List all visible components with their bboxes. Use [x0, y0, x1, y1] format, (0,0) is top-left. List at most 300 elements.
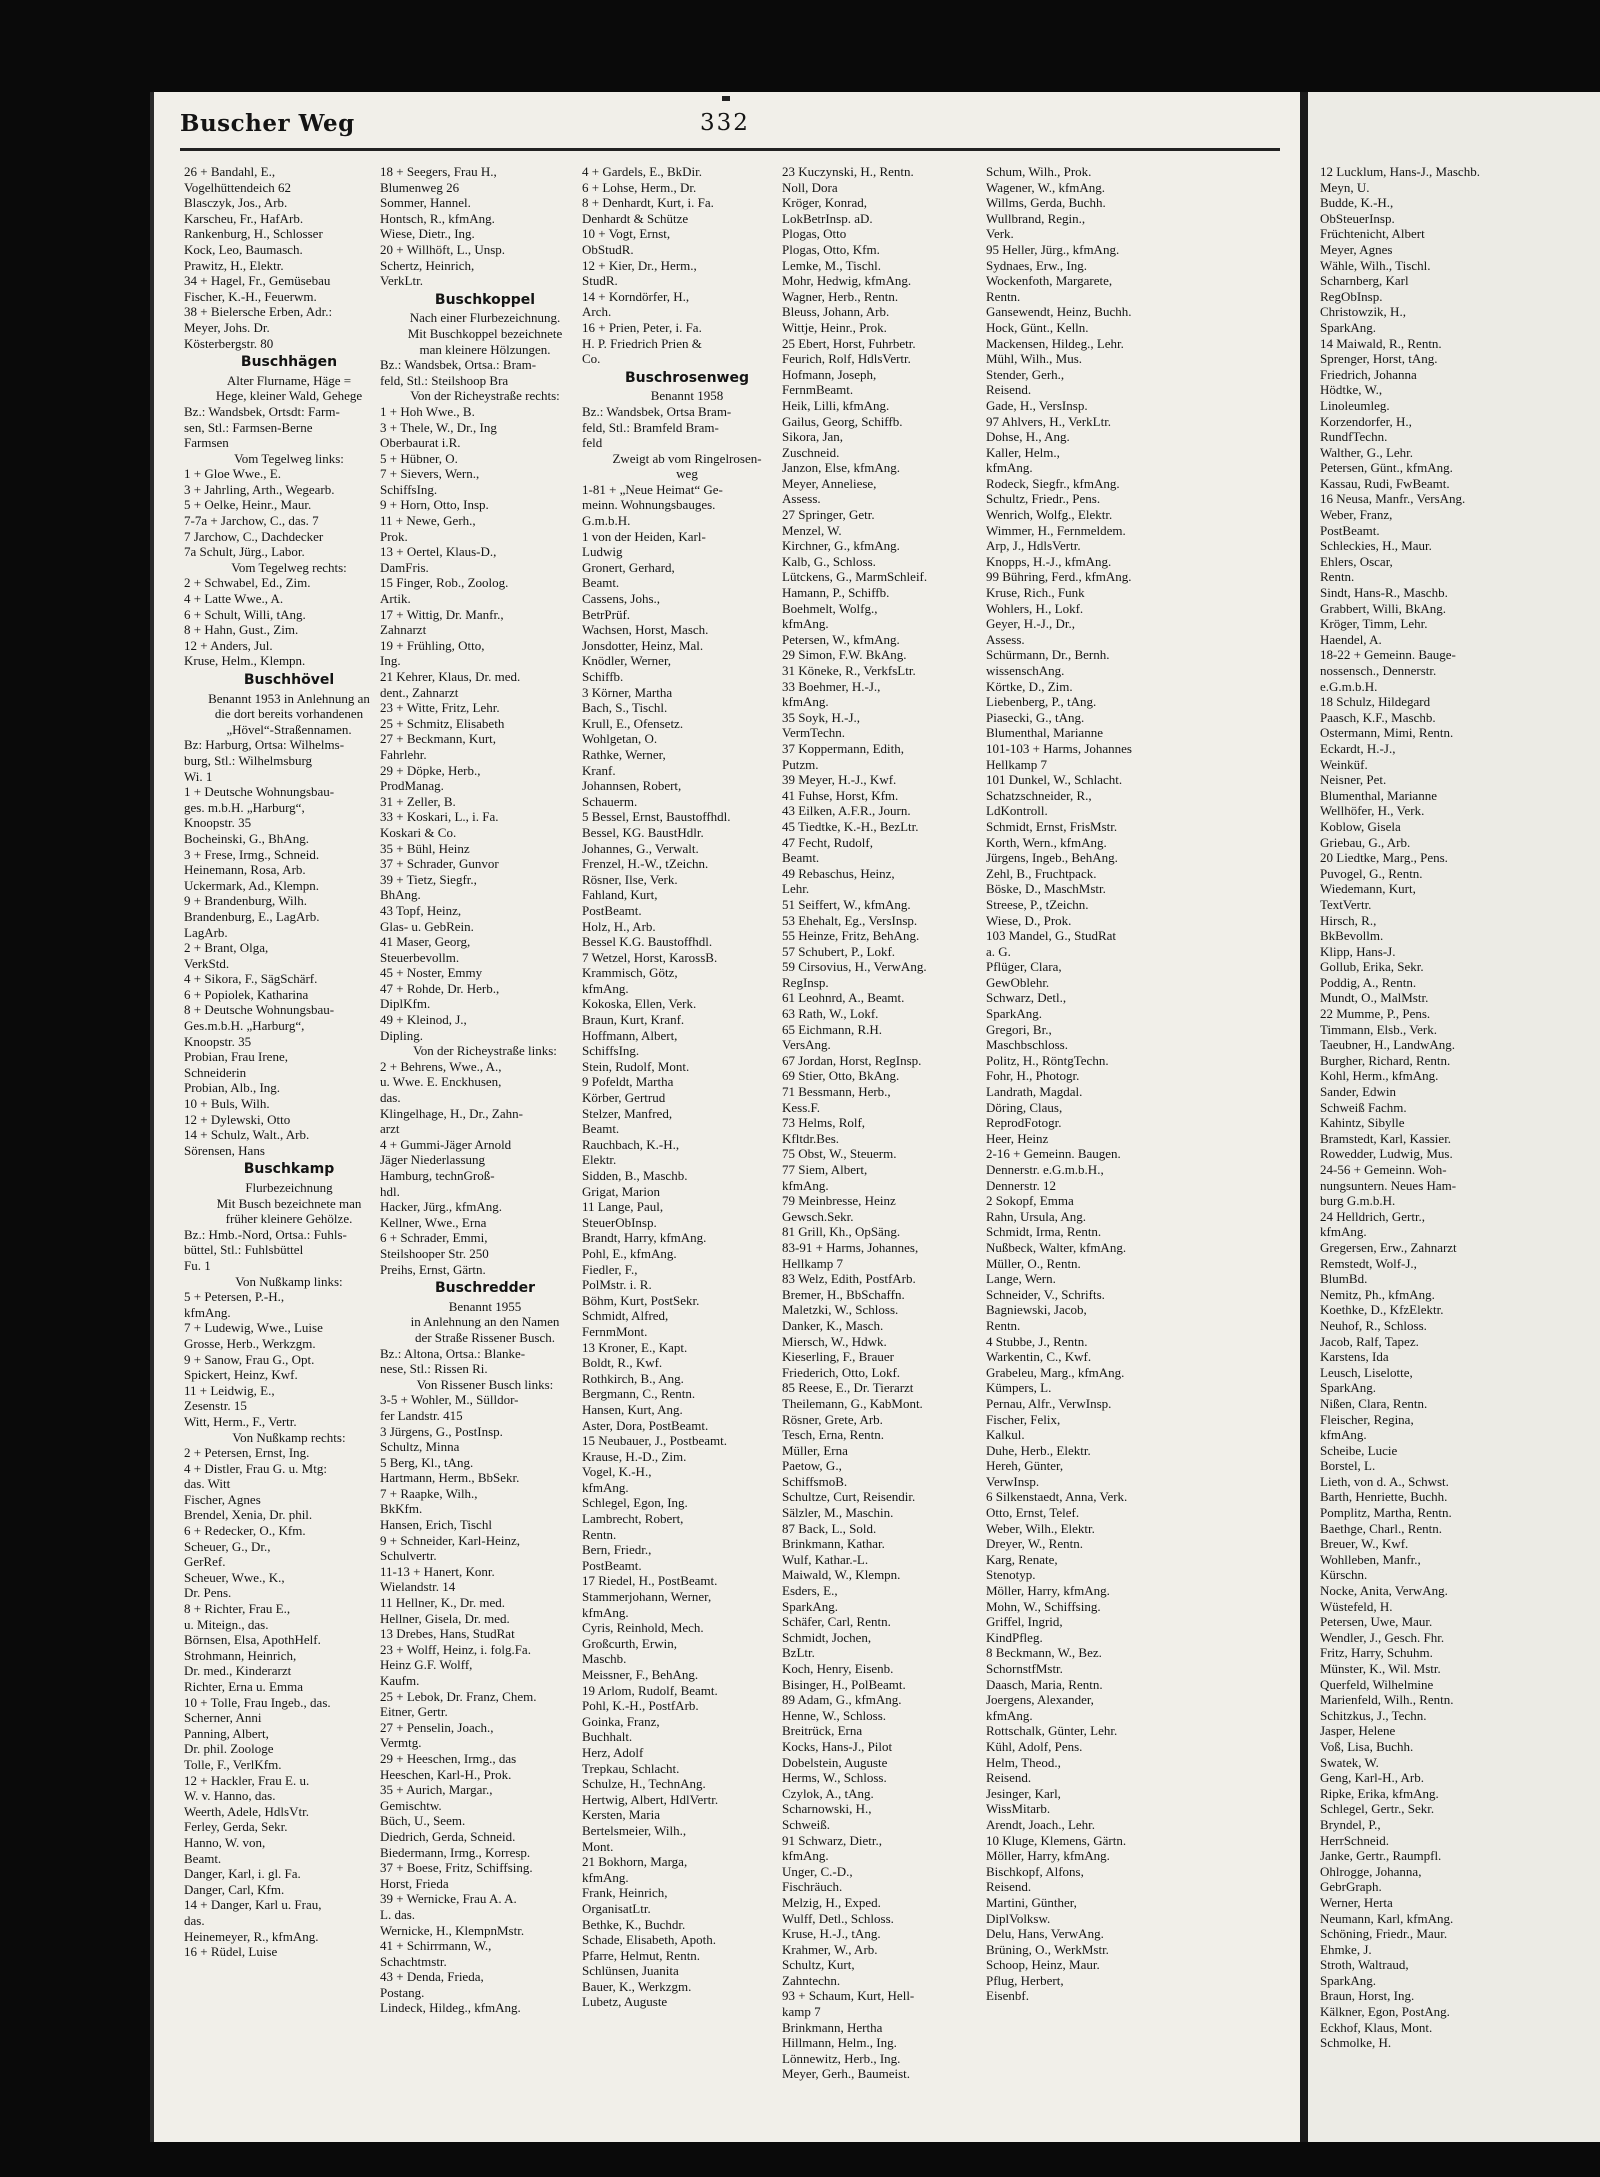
- directory-entry: Kröger, Timm, Lehr.: [1320, 616, 1428, 632]
- directory-entry: 63 Rath, W., Lokf.: [782, 1006, 879, 1022]
- directory-entry: Co.: [582, 351, 601, 367]
- directory-entry: 1 + Hoh Wwe., B.: [380, 403, 475, 419]
- section-note: Alter Flurname, Häge =: [226, 372, 352, 388]
- directory-entry: Schultz, Minna: [380, 1439, 460, 1455]
- directory-entry: Kranf.: [582, 762, 616, 778]
- directory-entry: Mohn, W., Schiffsing.: [986, 1598, 1101, 1614]
- directory-entry: Denhardt & Schütze: [582, 210, 689, 226]
- directory-entry: Lütckens, G., MarmSchleif.: [782, 569, 928, 585]
- directory-entry: Zahnarzt: [380, 622, 427, 638]
- directory-entry: Frank, Heinrich,: [582, 1885, 668, 1901]
- directory-entry: 5 Bessel, Ernst, Baustoffhdl.: [582, 809, 731, 825]
- directory-entry: Schlegel, Egon, Ing.: [582, 1495, 688, 1511]
- directory-entry: Fischer, K.-H., Feuerwm.: [184, 288, 317, 304]
- directory-entry: 12 Lucklum, Hans-J., Maschb.: [1320, 164, 1480, 179]
- directory-entry: Früchtenicht, Albert: [1320, 226, 1425, 242]
- directory-entry: Reisend.: [986, 1879, 1032, 1895]
- directory-entry: RegObInsp.: [1320, 288, 1383, 304]
- directory-entry: Arch.: [582, 304, 612, 320]
- section-note: Von Nußkamp links:: [235, 1273, 343, 1289]
- directory-entry: Dipling.: [380, 1027, 423, 1043]
- directory-entry: SparkAng.: [1320, 1380, 1376, 1396]
- directory-entry: Liebenberg, P., tAng.: [986, 694, 1097, 710]
- directory-entry: Gemischtw.: [380, 1797, 442, 1813]
- directory-entry: Holz, H., Arb.: [582, 918, 656, 934]
- directory-entry: Kruse, Rich., Funk: [986, 585, 1085, 601]
- directory-entry: 27 + Penselin, Joach.,: [380, 1719, 494, 1735]
- directory-entry: L. das.: [380, 1906, 416, 1922]
- directory-entry: 85 Reese, E., Dr. Tierarzt: [782, 1380, 914, 1396]
- directory-entry: Assess.: [986, 631, 1025, 647]
- directory-entry: Blasczyk, Jos., Arb.: [184, 195, 288, 211]
- directory-entry: Fahland, Kurt,: [582, 887, 658, 903]
- directory-entry: Kokoska, Ellen, Verk.: [582, 996, 697, 1012]
- directory-entry: Jasper, Helene: [1320, 1723, 1396, 1739]
- directory-entry: Beamt.: [782, 850, 820, 866]
- directory-entry: Weber, Wilh., Elektr.: [986, 1520, 1095, 1536]
- directory-entry: Eckardt, H.-J.,: [1320, 740, 1396, 756]
- directory-entry: Christowzik, H.,: [1320, 304, 1406, 320]
- directory-entry: Wernicke, H., KlempnMstr.: [380, 1922, 525, 1938]
- directory-entry: 16 + Rüdel, Luise: [184, 1944, 278, 1960]
- directory-entry: 7-7a + Jarchow, C., das. 7: [184, 513, 319, 529]
- directory-entry: Wohlgetan, O.: [582, 731, 658, 747]
- directory-entry: WissMitarb.: [986, 1801, 1051, 1817]
- directory-entry: Fahrlehr.: [380, 746, 427, 762]
- directory-entry: Müller, Erna: [782, 1442, 848, 1458]
- directory-entry: Postang.: [380, 1984, 425, 2000]
- directory-entry: burg G.m.b.H.: [1320, 1193, 1396, 1209]
- directory-entry: 57 Schubert, P., Lokf.: [782, 943, 896, 959]
- directory-entry: Koch, Henry, Eisenb.: [782, 1661, 894, 1676]
- directory-entry: Kahintz, Sibylle: [1320, 1115, 1405, 1131]
- section-note: Von der Richeystraße rechts:: [410, 388, 560, 404]
- directory-entry: Taeubner, H., LandwAng.: [1320, 1037, 1456, 1053]
- column-1: [184, 164, 394, 1960]
- directory-entry: Miersch, W., Hdwk.: [782, 1333, 887, 1349]
- directory-entry: 19 Arlom, Rudolf, Beamt.: [582, 1682, 718, 1698]
- column-5: [986, 164, 1196, 2004]
- directory-entry: Probian, Frau Irene,: [184, 1049, 288, 1065]
- directory-entry: Schmidt, Ernst, FrisMstr.: [986, 818, 1118, 834]
- section-title: Buschrosenweg: [624, 370, 749, 386]
- directory-entry: Knoopstr. 35: [184, 815, 252, 831]
- directory-entry: 51 Seiffert, W., kfmAng.: [782, 896, 911, 912]
- directory-entry: Heinemeyer, R., kfmAng.: [184, 1928, 319, 1944]
- directory-entry: Willms, Gerda, Buchh.: [986, 195, 1106, 211]
- directory-entry: Kirchner, G., kfmAng.: [782, 538, 900, 554]
- directory-entry: Petersen, Günt., kfmAng.: [1320, 460, 1453, 476]
- directory-entry: kfmAng.: [1320, 1224, 1367, 1240]
- directory-entry: Hoffmann, Albert,: [582, 1027, 678, 1043]
- directory-entry: Müller, O., Rentn.: [986, 1255, 1081, 1271]
- directory-entry: nossensch., Dennerstr.: [1320, 663, 1437, 678]
- directory-entry: Grabbert, Willi, BkAng.: [1320, 600, 1446, 616]
- directory-entry: feld, Stl.: Steilshoop Bra: [380, 372, 509, 388]
- directory-entry: Mohr, Hedwig, kfmAng.: [782, 273, 912, 289]
- directory-entry: Bischkopf, Alfons,: [986, 1863, 1084, 1879]
- directory-entry: Esders, E.,: [782, 1583, 838, 1599]
- directory-entry: kfmAng.: [782, 694, 829, 710]
- directory-entry: Artik.: [380, 591, 411, 607]
- directory-entry: GewOblehr.: [986, 974, 1050, 990]
- directory-entry: Schoop, Heinz, Maur.: [986, 1957, 1100, 1973]
- directory-entry: 5 + Hübner, O.: [380, 450, 458, 466]
- directory-entry: PolMstr. i. R.: [582, 1277, 652, 1293]
- directory-entry: Schürmann, Dr., Bernh.: [986, 647, 1110, 663]
- directory-entry: Arendt, Joach., Lehr.: [986, 1816, 1096, 1832]
- section-note: Hege, kleiner Wald, Gehege: [215, 388, 363, 404]
- directory-entry: Rentn.: [582, 1526, 617, 1542]
- directory-entry: Reisend.: [986, 1770, 1032, 1786]
- directory-entry: 101-103 + Harms, Johannes: [986, 740, 1132, 756]
- directory-entry: Griffel, Ingrid,: [986, 1614, 1063, 1630]
- directory-entry: 1-81 + „Neue Heimat“ Ge-: [582, 481, 723, 497]
- directory-entry: Wullbrand, Regin.,: [986, 210, 1086, 226]
- directory-entry: Nißen, Clara, Rentn.: [1320, 1395, 1428, 1411]
- directory-entry: Sydnaes, Erw., Ing.: [986, 257, 1087, 273]
- directory-entry: PostBeamt.: [582, 1557, 642, 1573]
- directory-entry: Heik, Lilli, kfmAng.: [782, 397, 890, 413]
- directory-entry: Rauchbach, K.-H.,: [582, 1136, 680, 1152]
- directory-entry: Wimmer, H., Fernmeldem.: [986, 522, 1126, 538]
- directory-entry: Kellner, Wwe., Erna: [380, 1214, 487, 1230]
- directory-entry: a. G.: [986, 943, 1011, 959]
- directory-entry: 13 + Oertel, Klaus-D.,: [380, 544, 497, 560]
- directory-entry: Lehr.: [782, 881, 810, 897]
- directory-entry: 31 Köneke, R., VerkfsLtr.: [782, 663, 916, 678]
- directory-entry: Schultz, Friedr., Pens.: [986, 491, 1101, 507]
- directory-entry: 45 + Noster, Emmy: [380, 965, 483, 981]
- directory-entry: Wi. 1: [184, 768, 213, 784]
- directory-entry: Geng, Karl-H., Arb.: [1320, 1770, 1424, 1786]
- section-note: „Hövel“-Straßennamen.: [226, 721, 352, 737]
- directory-entry: 14 + Korndörfer, H.,: [582, 288, 690, 304]
- directory-entry: SchornstfMstr.: [986, 1661, 1063, 1676]
- directory-entry: kfmAng.: [582, 1479, 629, 1495]
- directory-entry: 8 + Deutsche Wohnungsbau-: [184, 1002, 335, 1018]
- directory-entry: Griebau, G., Arb.: [1320, 834, 1411, 850]
- directory-entry: 49 + Kleinod, J.,: [380, 1012, 467, 1028]
- directory-entry: Verk.: [986, 226, 1014, 242]
- directory-entry: 25 + Schmitz, Elisabeth: [380, 715, 505, 731]
- directory-entry: kfmAng.: [184, 1304, 231, 1320]
- directory-entry: 14 Maiwald, R., Rentn.: [1320, 335, 1442, 351]
- directory-entry: Friedrich, Johanna: [1320, 366, 1417, 382]
- directory-entry: Schwarz, Detl.,: [986, 990, 1067, 1006]
- directory-entry: Hontsch, R., kfmAng.: [380, 210, 495, 226]
- directory-entry: Bz.: Wandsbek, Ortsdt: Farm-: [184, 403, 340, 419]
- directory-entry: Wagner, Herb., Rentn.: [782, 288, 899, 304]
- directory-entry: Schmidt, Alfred,: [582, 1308, 669, 1324]
- directory-entry: Henne, W., Schloss.: [782, 1707, 886, 1723]
- directory-entry: 12 + Hackler, Frau E. u.: [184, 1772, 310, 1788]
- directory-entry: Noll, Dora: [782, 179, 838, 195]
- directory-entry: Danger, Carl, Kfm.: [184, 1881, 285, 1897]
- directory-entry: Dennerstr. 12: [986, 1177, 1057, 1193]
- directory-entry: 11 Lange, Paul,: [582, 1199, 664, 1215]
- directory-entry: Ferley, Gerda, Sekr.: [184, 1819, 288, 1835]
- directory-entry: 9 + Sanow, Frau G., Opt.: [184, 1351, 315, 1367]
- directory-entry: BzLtr.: [782, 1645, 815, 1661]
- directory-entry: Schleckies, H., Maur.: [1320, 538, 1432, 554]
- directory-entry: Scharnowski, H.,: [782, 1801, 872, 1817]
- directory-entry: Karstens, Ida: [1320, 1349, 1389, 1365]
- directory-entry: Böhm, Kurt, PostSekr.: [582, 1292, 700, 1308]
- section-note: Zweigt ab vom Ringelrosen-: [612, 450, 762, 466]
- directory-entry: Bauer, K., Werkzgm.: [582, 1978, 692, 1994]
- directory-entry: Rottschalk, Günter, Lehr.: [986, 1723, 1118, 1739]
- section-title: Buschkamp: [243, 1162, 335, 1178]
- directory-entry: Koethke, D., KfzElektr.: [1320, 1302, 1444, 1318]
- directory-entry: 2 Sokopf, Emma: [986, 1193, 1074, 1209]
- directory-entry: Meyer, Anneliese,: [782, 475, 877, 491]
- directory-entry: Möller, Harry, kfmAng.: [986, 1848, 1110, 1864]
- directory-entry: ReprodFotogr.: [986, 1115, 1062, 1131]
- directory-entry: Bethke, K., Buchdr.: [582, 1916, 686, 1932]
- directory-entry: Marienfeld, Wilh., Rentn.: [1320, 1692, 1454, 1708]
- directory-entry: Brüning, O., WerkMstr.: [986, 1941, 1109, 1957]
- directory-entry: kamp 7: [782, 2004, 821, 2020]
- directory-entry: 11 Hellner, K., Dr. med.: [380, 1595, 505, 1611]
- directory-entry: Sörensen, Hans: [184, 1142, 265, 1158]
- directory-entry: Böske, D., MaschMstr.: [986, 881, 1106, 897]
- directory-entry: 41 Fuhse, Horst, Kfm.: [782, 787, 899, 803]
- directory-entry: 33 Boehmer, H.-J.,: [782, 678, 881, 694]
- directory-entry: Ehlers, Oscar,: [1320, 553, 1393, 569]
- directory-entry: VermTechn.: [782, 725, 845, 741]
- directory-entry: Paetow, G.,: [782, 1458, 842, 1474]
- directory-entry: 21 Kehrer, Klaus, Dr. med.: [380, 669, 521, 684]
- directory-entry: RegInsp.: [782, 974, 829, 990]
- directory-entry: Heinz G.F. Wolff,: [380, 1657, 473, 1673]
- directory-entry: Paasch, K.F., Maschb.: [1320, 709, 1436, 725]
- directory-entry: Kümpers, L.: [986, 1380, 1052, 1396]
- directory-entry: Gronert, Gerhard,: [582, 559, 675, 575]
- directory-entry: 20 + Willhöft, L., Unsp.: [380, 241, 506, 257]
- directory-entry: 15 Neubauer, J., Postbeamt.: [582, 1433, 727, 1449]
- directory-entry: feld: [582, 435, 603, 451]
- directory-entry: 35 + Bühl, Heinz: [380, 840, 470, 856]
- directory-entry: 10 Kluge, Klemens, Gärtn.: [986, 1832, 1127, 1848]
- directory-entry: Wohlers, H., Lokf.: [986, 600, 1084, 616]
- directory-entry: Gregori, Br.,: [986, 1021, 1052, 1037]
- directory-entry: Dr. phil. Zoologe: [184, 1741, 274, 1757]
- directory-entry: Pernau, Alfr., VerwInsp.: [986, 1395, 1112, 1411]
- directory-entry: Scherner, Anni: [184, 1710, 262, 1726]
- directory-entry: Krause, H.-D., Zim.: [582, 1448, 687, 1464]
- directory-entry: Sindt, Hans-R., Maschb.: [1320, 585, 1448, 601]
- directory-entry: kfmAng.: [582, 1604, 629, 1620]
- directory-entry: ProdManag.: [380, 778, 444, 794]
- directory-entry: Krull, E., Ofensetz.: [582, 715, 684, 731]
- directory-entry: Zesenstr. 15: [184, 1398, 247, 1414]
- directory-entry: Hansen, Erich, Tischl: [380, 1517, 492, 1533]
- directory-entry: Schweiß Fachm.: [1320, 1099, 1407, 1115]
- directory-entry: Rowedder, Ludwig, Mus.: [1320, 1146, 1453, 1162]
- directory-entry: Farmsen: [184, 435, 229, 451]
- directory-entry: Martini, Günther,: [986, 1894, 1077, 1910]
- directory-entry: 59 Cirsovius, H., VerwAng.: [782, 959, 927, 975]
- directory-entry: Panning, Albert,: [184, 1725, 269, 1741]
- directory-entry: Frenzel, H.-W., tZeichn.: [582, 856, 709, 872]
- directory-entry: 7 + Raapke, Wilh.,: [380, 1485, 478, 1501]
- directory-entry: Glas- u. GebRein.: [380, 918, 474, 934]
- directory-entry: Schmidt, Jochen,: [782, 1629, 872, 1645]
- directory-entry: Kösterbergstr. 80: [184, 335, 274, 351]
- directory-entry: Hock, Günt., Kelln.: [986, 319, 1089, 335]
- directory-entry: BkBevollm.: [1320, 928, 1384, 944]
- directory-entry: Dreyer, W., Rentn.: [986, 1536, 1083, 1552]
- directory-entry: Bleuss, Johann, Arb.: [782, 304, 890, 320]
- directory-entry: 23 + Wolff, Heinz, i. folg.Fa.: [380, 1641, 531, 1657]
- directory-entry: VerkStd.: [184, 955, 230, 971]
- directory-entry: Wulf, Kathar.-L.: [782, 1551, 869, 1567]
- directory-entry: 83 Welz, Edith, PostfArb.: [782, 1271, 916, 1287]
- directory-entry: ges. m.b.H. „Harburg“,: [184, 799, 305, 815]
- directory-entry: Bryndel, P.,: [1320, 1816, 1381, 1832]
- facing-page-fragment: [1308, 92, 1600, 2142]
- directory-entry: Bagniewski, Jacob,: [986, 1302, 1087, 1318]
- directory-entry: Lemke, M., Tischl.: [782, 257, 881, 273]
- directory-entry: Schiffb.: [582, 669, 624, 684]
- directory-entry: Krahmer, W., Arb.: [782, 1941, 878, 1957]
- directory-entry: OrganisatLtr.: [582, 1900, 651, 1916]
- directory-entry: kfmAng.: [1320, 1427, 1367, 1443]
- directory-entry: Neumann, Karl, kfmAng.: [1320, 1910, 1454, 1926]
- directory-entry: VerkLtr.: [380, 273, 423, 289]
- directory-entry: Gade, H., VersInsp.: [986, 397, 1088, 413]
- directory-entry: 43 + Denda, Frieda,: [380, 1969, 484, 1985]
- directory-entry: Hödtke, W.,: [1320, 382, 1383, 398]
- directory-entry: BetrPrüf.: [582, 606, 631, 622]
- directory-entry: Wockenfoth, Margarete,: [986, 273, 1113, 289]
- directory-entry: FernmMont.: [582, 1323, 648, 1339]
- directory-entry: Strohmann, Heinrich,: [184, 1647, 297, 1663]
- directory-entry: Bern, Friedr.,: [582, 1542, 652, 1558]
- directory-entry: Rentn.: [986, 1317, 1021, 1333]
- directory-entry: PostBeamt.: [1320, 522, 1380, 538]
- directory-entry: Arp, J., HdlsVertr.: [986, 538, 1081, 554]
- directory-entry: 13 Kroner, E., Kapt.: [582, 1339, 688, 1355]
- directory-entry: Stein, Rudolf, Mont.: [582, 1058, 690, 1074]
- directory-entry: Eisenbf.: [986, 1988, 1029, 2004]
- directory-entry: 43 Eilken, A.F.R., Journ.: [782, 803, 911, 819]
- directory-entry: Schmidt, Irma, Rentn.: [986, 1224, 1102, 1240]
- directory-entry: kfmAng.: [782, 616, 829, 632]
- directory-entry: Brendel, Xenia, Dr. phil.: [184, 1507, 313, 1523]
- directory-entry: Fischer, Felix,: [986, 1411, 1061, 1427]
- directory-entry: Breitrück, Erna: [782, 1723, 863, 1739]
- facing-page-column: [1320, 164, 1590, 2051]
- directory-entry: Sommer, Hannel.: [380, 195, 471, 211]
- directory-entry: 14 + Danger, Karl u. Frau,: [184, 1897, 322, 1913]
- directory-entry: 7 + Ludewig, Wwe., Luise: [184, 1320, 323, 1336]
- directory-entry: Lambrecht, Robert,: [582, 1511, 684, 1527]
- directory-entry: Theilemann, G., KabMont.: [782, 1395, 923, 1411]
- directory-entry: 8 + Richter, Frau E.,: [184, 1601, 291, 1617]
- directory-entry: Rodeck, Siegfr., kfmAng.: [986, 475, 1120, 491]
- directory-entry: BlumBd.: [1320, 1271, 1368, 1287]
- directory-entry: Rösner, Grete, Arb.: [782, 1411, 883, 1427]
- directory-entry: 7 Jarchow, C., Dachdecker: [184, 528, 324, 544]
- directory-entry: Mackensen, Hildeg., Lehr.: [986, 335, 1124, 351]
- directory-entry: Bz.: Altona, Ortsa.: Blanke-: [380, 1345, 526, 1361]
- directory-entry: 27 Springer, Getr.: [782, 507, 875, 523]
- directory-entry: Assess.: [782, 491, 821, 507]
- section-note: weg: [676, 466, 698, 482]
- directory-entry: Kühl, Adolf, Pens.: [986, 1738, 1083, 1754]
- directory-entry: Dobelstein, Auguste: [782, 1754, 888, 1770]
- directory-entry: Lindeck, Hildeg., kfmAng.: [380, 2000, 521, 2016]
- directory-entry: Bach, S., Tischl.: [582, 700, 668, 716]
- directory-entry: Preihs, Ernst, Gärtn.: [380, 1261, 486, 1277]
- directory-entry: Hirsch, R.,: [1320, 912, 1377, 928]
- directory-entry: Diedrich, Gerda, Schneid.: [380, 1828, 516, 1844]
- directory-entry: Hanno, W. von,: [184, 1834, 266, 1850]
- directory-entry: Neisner, Pet.: [1320, 772, 1387, 788]
- directory-entry: SparkAng.: [1320, 319, 1376, 335]
- directory-entry: burg, Stl.: Wilhelmsburg: [184, 752, 313, 768]
- directory-entry: 18-22 + Gemeinn. Bauge-: [1320, 647, 1456, 663]
- directory-entry: Walther, G., Lehr.: [1320, 444, 1414, 460]
- directory-entry: Wulff, Detl., Schloss.: [782, 1910, 894, 1926]
- directory-entry: 47 + Rohde, Dr. Herb.,: [380, 980, 500, 996]
- directory-entry: Rankenburg, H., Schlosser: [184, 226, 323, 242]
- directory-entry: Wellhöfer, H., Verk.: [1320, 803, 1425, 819]
- column-2: [380, 164, 590, 2016]
- directory-entry: 5 + Petersen, P.-H.,: [184, 1289, 285, 1305]
- directory-entry: 4 Stubbe, J., Rentn.: [986, 1333, 1088, 1349]
- directory-entry: Ostermann, Mimi, Rentn.: [1320, 725, 1454, 741]
- directory-entry: Schulze, H., TechnAng.: [582, 1776, 706, 1792]
- directory-entry: Karscheu, Fr., HafArb.: [184, 210, 304, 226]
- directory-entry: Pohl, E., kfmAng.: [582, 1245, 677, 1261]
- directory-entry: Johannes, G., Verwalt.: [582, 840, 699, 856]
- directory-entry: Sprenger, Horst, tAng.: [1320, 351, 1438, 367]
- directory-entry: Fischräuch.: [782, 1879, 843, 1895]
- directory-entry: Wendler, J., Gesch. Fhr.: [1320, 1629, 1445, 1645]
- directory-entry: Gewsch.Sekr.: [782, 1208, 854, 1224]
- directory-entry: 43 Topf, Heinz,: [380, 902, 462, 918]
- directory-entry: Rahn, Ursula, Ang.: [986, 1208, 1087, 1224]
- directory-entry: kfmAng.: [986, 1707, 1033, 1723]
- directory-entry: Tesch, Erna, Rentn.: [782, 1427, 884, 1443]
- directory-entry: Linoleumleg.: [1320, 397, 1390, 413]
- directory-entry: Weber, Franz,: [1320, 507, 1393, 523]
- directory-entry: Braun, Horst, Ing.: [1320, 1988, 1415, 2004]
- directory-entry: StudR.: [582, 273, 618, 289]
- directory-entry: Johannsen, Robert,: [582, 778, 682, 794]
- page-header: [180, 110, 1280, 146]
- directory-entry: Brinkmann, Hertha: [782, 2019, 883, 2035]
- directory-entry: Bz.: Hmb.-Nord, Ortsa.: Fuhls-: [184, 1226, 347, 1242]
- directory-entry: Danker, K., Masch.: [782, 1317, 884, 1333]
- directory-entry: 5 Berg, Kl., tAng.: [380, 1454, 474, 1470]
- directory-entry: Duhe, Herb., Elektr.: [986, 1442, 1091, 1458]
- directory-entry: 12 + Kier, Dr., Herm.,: [582, 257, 697, 273]
- directory-entry: LagArb.: [184, 924, 228, 940]
- directory-entry: Kürschn.: [1320, 1567, 1368, 1583]
- directory-entry: 69 Stier, Otto, BkAng.: [782, 1068, 900, 1084]
- directory-entry: Gollub, Erika, Sekr.: [1320, 959, 1424, 975]
- section-note: in Anlehnung an den Namen: [410, 1314, 560, 1330]
- directory-entry: Burgher, Richard, Rentn.: [1320, 1052, 1451, 1068]
- section-note: Benannt 1958: [650, 388, 724, 404]
- directory-entry: 6 + Schrader, Emmi,: [380, 1230, 488, 1246]
- section-note: Flurbezeichnung: [245, 1180, 333, 1195]
- directory-entry: Schade, Elisabeth, Apoth.: [582, 1932, 716, 1948]
